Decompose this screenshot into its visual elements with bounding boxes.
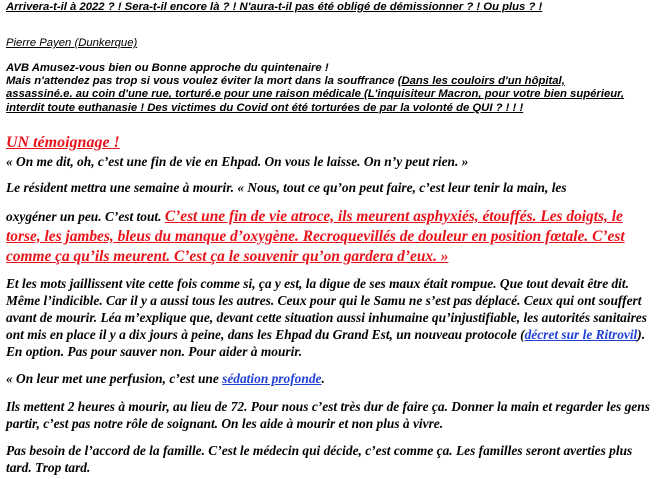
paragraph-3	[6, 207, 657, 267]
ritrovil-decree-link[interactable]: décret sur le Ritrovil	[524, 327, 638, 342]
paragraph-5	[6, 371, 657, 387]
sedation-profonde-link[interactable]: sédation profonde	[222, 371, 322, 386]
intro-line-2-underlined: (Dans les couloirs d'un hôpital,	[397, 75, 565, 88]
paragraph-6: Ils mettent 2 heures à mourir, au lieu de 72. Pour nous c’est très dur de faire ça. Donner la main et regarder les gens partir, c’est pas notre rôle de soignant. On les aide à mourir et non plus à vivre.	[6, 399, 650, 431]
intro-line-2	[6, 75, 657, 88]
paragraph-4-text-b: ). En option. Pas pour sauver non. Pour aider à mourir.	[6, 327, 646, 359]
intro-line-3: assassiné.e. au coin d'une rue, torturé.e pour une raison médicale (L'inquisiteur Macron, pour votre bien supérieur,	[6, 88, 625, 101]
intro-line-4: interdit toute euthanasie ! Des victimes du Covid ont été torturées de par la volonté de QUI ? ! ! !	[6, 101, 524, 114]
paragraph-4-text-a: Et les mots jaillissent vite cette fois comme si, ça y est, la digue de ses maux était rompue. Que tout devait être dit. Même l’indicible. Car il y a aussi tous les autres. Ceux pour qui le Samu ne s’est pas déplacé. Ceux qui ont souffert avant de mourir. Léa m’explique que, devant cette situation aussi inhumaine qu’injustifiable, les autorités sanitaires ont mis en place il y a dix jours à peine, dans les Ehpad du Grand Est, un nouveau protocole (	[6, 276, 647, 342]
paragraph-2: Le résident mettra une semaine à mourir. « Nous, tout ce qu’on peut faire, c’est leur tenir la main, les	[6, 180, 567, 195]
paragraph-7: Pas besoin de l’accord de la famille. C’est le médecin qui décide, c’est comme ça. Les familles seront averties plus tard. Trop tard.	[6, 443, 633, 475]
paragraph-3-plain: oxygéner un peu. C’est tout.	[6, 209, 165, 224]
header-title: Arrivera-t-il à 2022 ? ! Sera-t-il encore là ? ! N'aura-t-il pas été obligé de démissionner ? ! Ou plus ? !	[6, 1, 543, 13]
paragraph-5-text: « On leur met une perfusion, c’est une	[6, 371, 223, 386]
author-line: Pierre Payen (Dunkerque)	[6, 37, 138, 49]
article-heading: UN témoignage !	[6, 134, 120, 151]
paragraph-4	[6, 275, 657, 360]
intro-line-2-plain: Mais n'attendez pas trop si vous voulez éviter la mort dans la souffrance	[6, 75, 398, 88]
quote-paragraph-1: « On me dit, oh, c’est une fin de vie en Ehpad. On vous le laisse. On n’y peut rien. »	[6, 154, 469, 169]
paragraph-5-end: .	[321, 371, 325, 386]
paragraph-3-highlight: C’est une fin de vie atroce, ils meurent asphyxiés, étouffés. Les doigts, le torse, les jambes, bleus du manque d’oxygène. Recroquevillés de douleur en position fœtale. C’est comme ça qu’ils meurent. C’est ça le souvenir qu’on gardera d’eux. »	[6, 208, 625, 265]
intro-block	[6, 62, 657, 115]
intro-line-1: AVB Amusez-vous bien ou Bonne approche du quintenaire !	[6, 62, 329, 74]
